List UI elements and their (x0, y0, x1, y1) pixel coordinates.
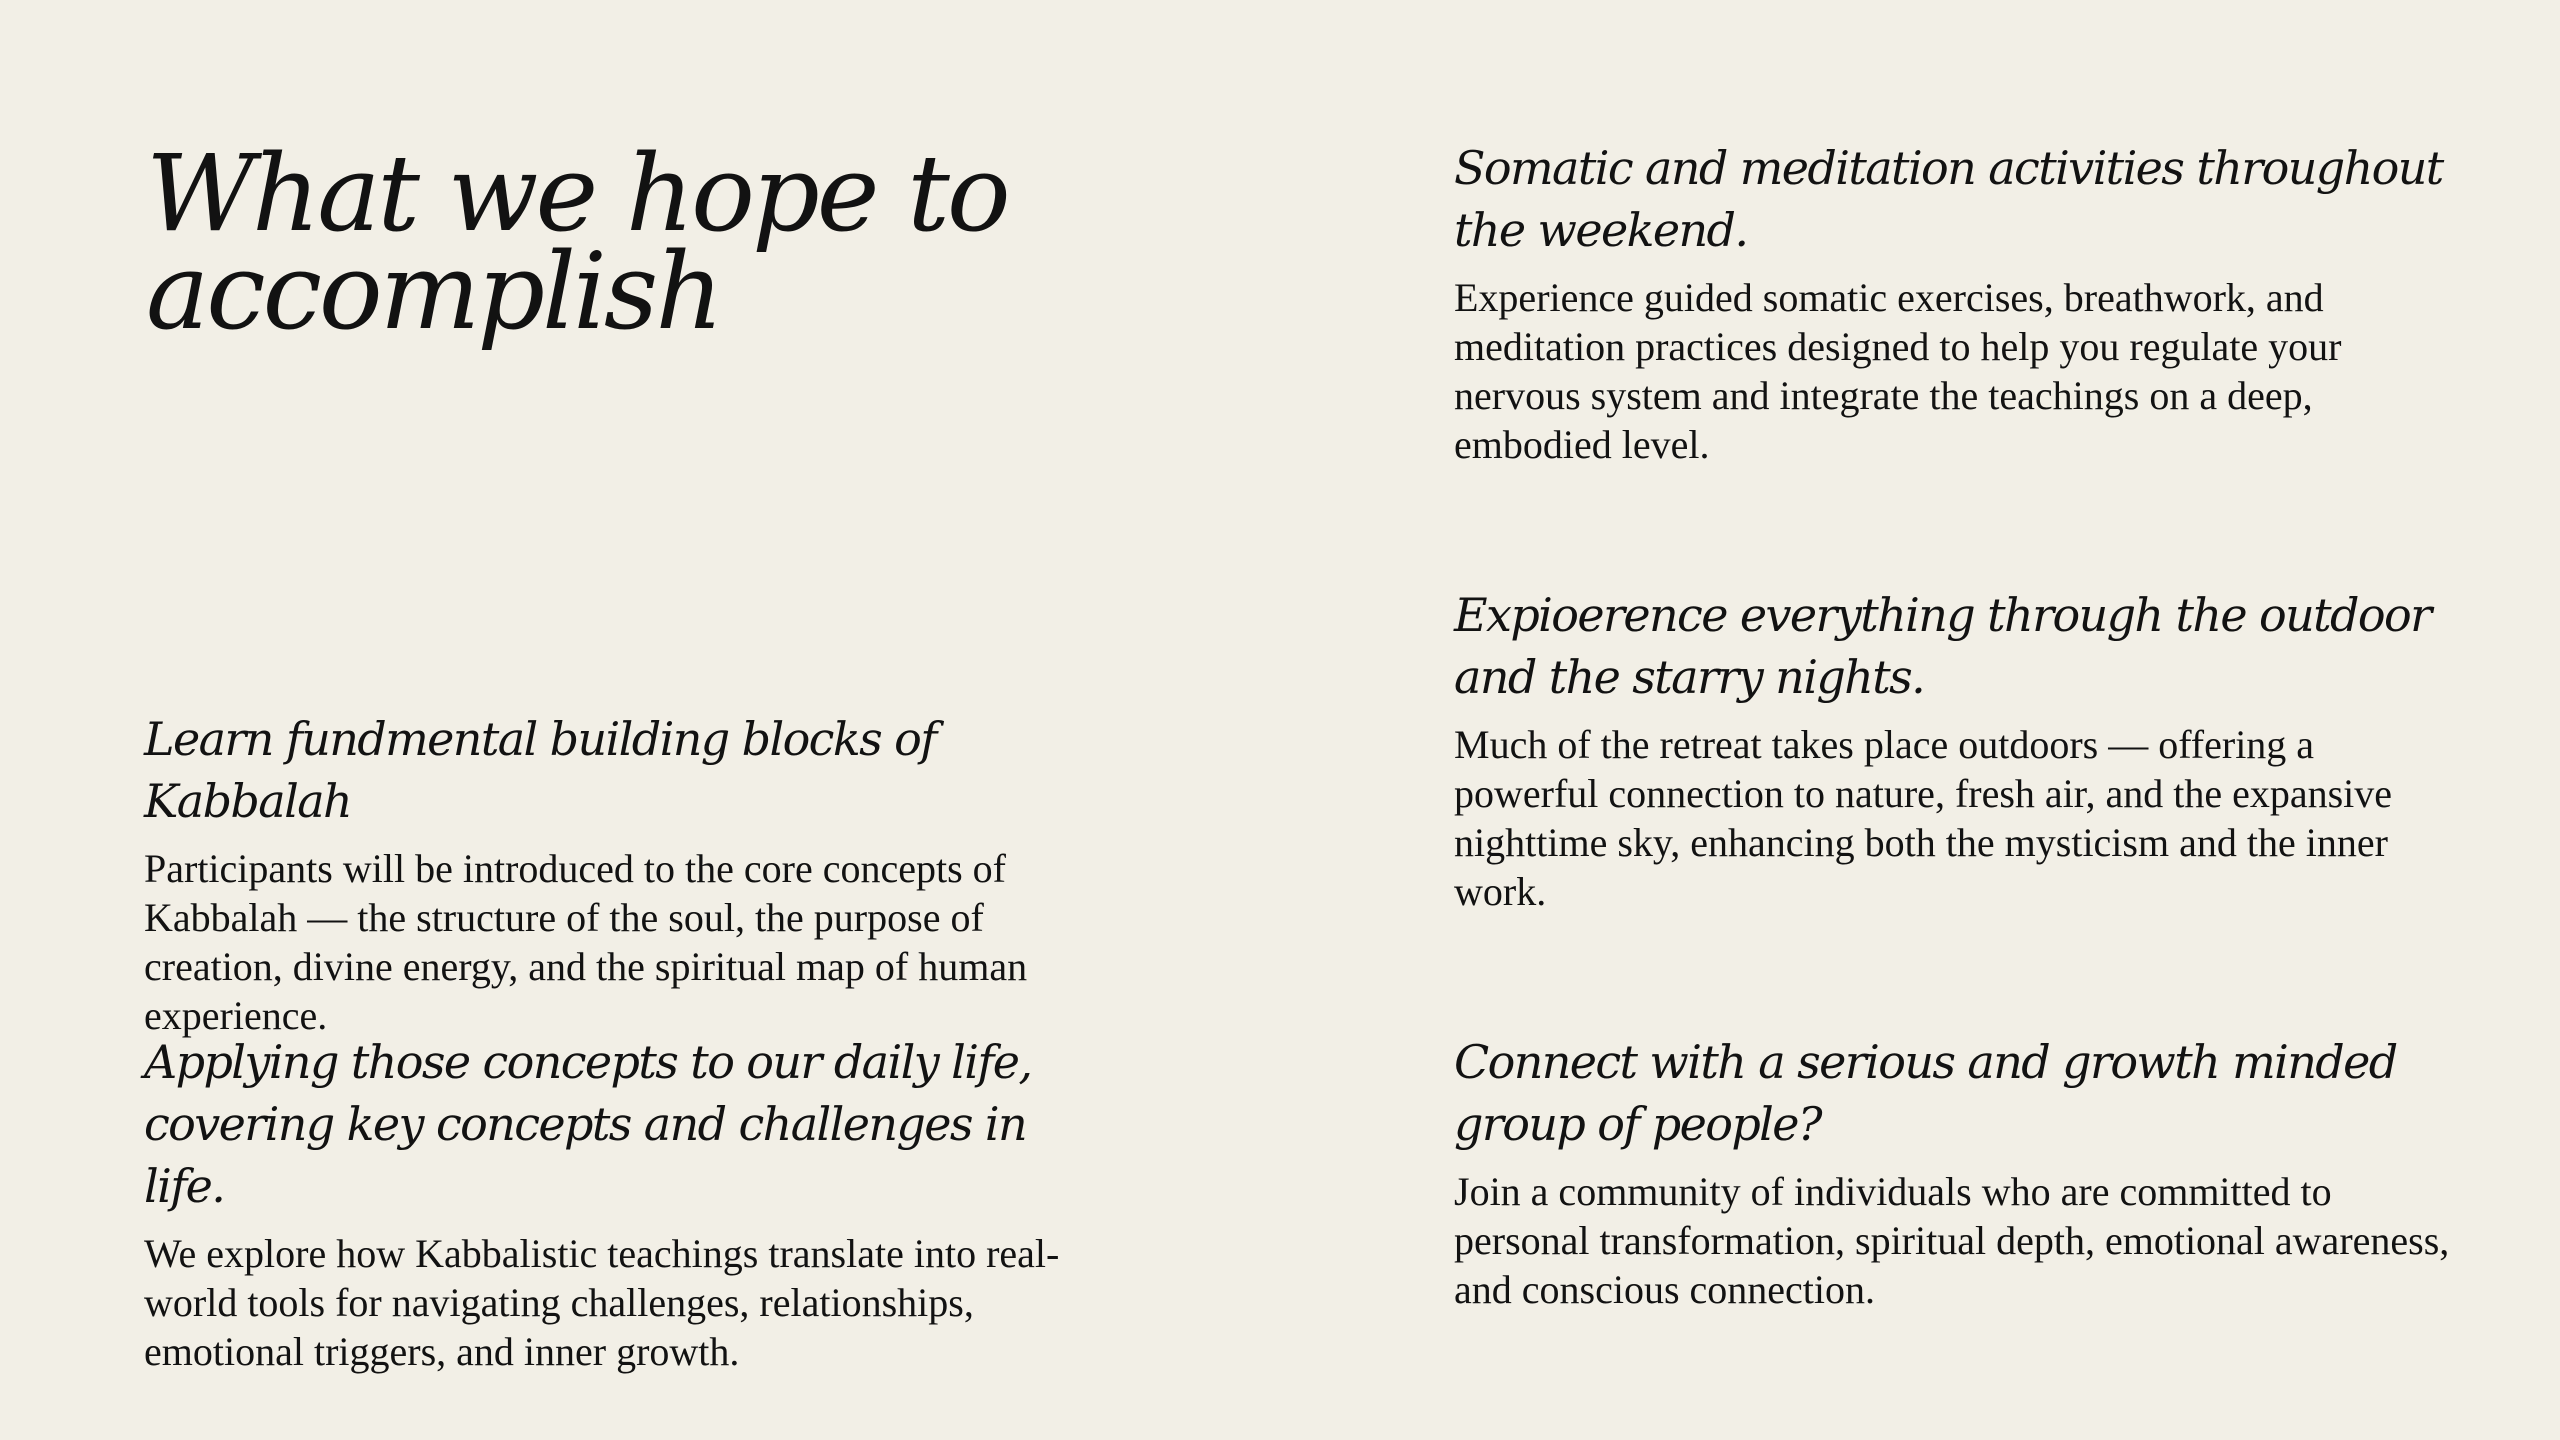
section-body: Much of the retreat takes place outdoors — offering a powerful connection to nature, fresh air, and the expansive nighttime sky, enhancing both the mysticism and the inner work. (1454, 722, 2393, 914)
section-learn-kabbalah (144, 708, 1104, 1040)
section-heading: Applying those concepts to our daily life, covering key concepts and challenges in life. (144, 1035, 1032, 1213)
section-body: We explore how Kabbalistic teachings translate into real-world tools for navigating challenges, relationships, emotional triggers, and inner growth. (144, 1231, 1060, 1374)
section-applying-concepts (144, 1031, 1104, 1376)
page-title: What we hope to accomplish (146, 132, 1008, 353)
section-heading: Expioerence everything through the outdoor and the starry nights. (1454, 588, 2431, 704)
section-body: Participants will be introduced to the core concepts of Kabbalah — the structure of the soul, the purpose of creation, divine energy, and the spiritual map of human experience. (144, 846, 1028, 1038)
section-body: Join a community of individuals who are committed to personal transformation, spiritual depth, emotional awareness, and conscious connection. (1454, 1169, 2450, 1312)
section-heading: Connect with a serious and growth minded group of people? (1454, 1035, 2397, 1151)
section-outdoor-experience (1454, 584, 2454, 916)
section-somatic-meditation (1454, 137, 2454, 469)
section-connect-community (1454, 1031, 2454, 1314)
section-body: Experience guided somatic exercises, breathwork, and meditation practices designed to help you regulate your nervous system and integrate the teachings on a deep, embodied level. (1454, 275, 2342, 467)
section-heading: Somatic and meditation activities throughout the weekend. (1454, 141, 2443, 257)
section-heading: Learn fundmental building blocks of Kabbalah (144, 712, 936, 828)
